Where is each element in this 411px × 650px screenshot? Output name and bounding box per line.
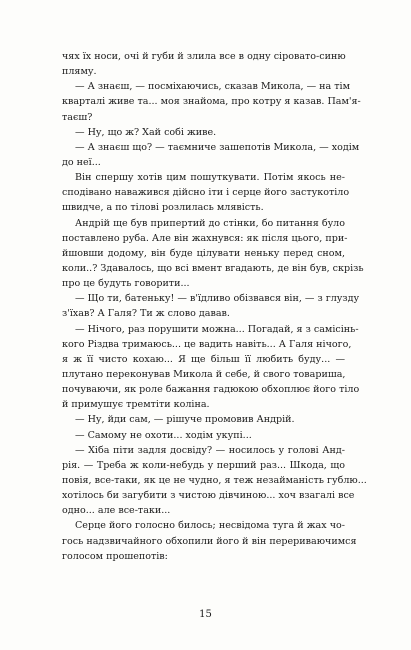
text-line: я ж її чисто кохаю... Я ще більш її любить буду... — [62, 353, 345, 365]
text-line: й примушує тремтіти коліна. [62, 399, 210, 411]
text-line: поставлено руба. Але він жахнувся: як після цього, при- [62, 232, 348, 244]
text-line: таєш? [62, 111, 93, 123]
text-line: — А знаєш що? — таємниче зашепотів Микола, — ходім [75, 141, 360, 153]
text-line: коли..? Здавалось, що всі вмент вгадають, де він був, скрізь [62, 262, 364, 274]
text-line: з'їхав? А Галя? Ти ж слово давав. [62, 308, 230, 320]
page-number: 15 [199, 609, 212, 620]
text-line: Він спершу хотів цим пошуткувати. Потім якось не- [75, 172, 345, 184]
text-line: гось надзвичайного обхопили його й він перериваючимся [62, 535, 357, 547]
text-line: одно... але все-таки... [62, 505, 171, 517]
text-line: пляму. [62, 66, 97, 78]
text-line: — А знаєш, — посміхаючись, сказав Микола, — на тім [75, 81, 351, 93]
text-line: йшовши додому, він буде цілувати неньку перед сном, [62, 247, 345, 259]
text-line: почуваючи, як роле бажання гадюкою обхоплює його тіло [62, 384, 360, 396]
text-line: — Ну, йди сам, — рішуче промовив Андрій. [75, 414, 295, 426]
text-line: кварталі живе та... моя знайома, про котру я казав. Пам'я- [62, 96, 361, 108]
text-line: повія, все-таки, як це не чудно, я теж незайманість гублю... [62, 474, 367, 486]
text-line: рія. — Треба ж коли-небудь у перший раз... Шкода, що [62, 459, 345, 471]
text-line: — Нічого, раз порушити можна... Погадай, я з самісінь- [75, 323, 359, 335]
text-line: про це будуть говорити... [62, 278, 190, 290]
text-line: хотілось би загубити з чистою дівчиною... хоч взагалі все [62, 490, 355, 502]
text-line: — Самому не охоти... ходім укупі... [75, 429, 252, 441]
text-line: — Хіба піти задля досвіду? — носилось у голові Анд- [75, 444, 345, 456]
text-line: — Ну, що ж? Хай собі живе. [75, 126, 217, 138]
text-line: сподівано наважився дійсно іти і серце його застукотіло [62, 187, 350, 199]
text-line: швидче, а по тілові розлилась млявість. [62, 202, 264, 214]
text-line: Серце його голосно билось; несвідома туга й жах чо- [75, 520, 345, 532]
text-line: Андрій ще був припертий до стінки, бо питання було [75, 217, 345, 229]
page-text [62, 49, 367, 564]
text-line: — Що ти, батеньку! — в'їдливо обізвався він, — з глузду [75, 293, 360, 305]
text-line: кого Різдва тримаюсь... це вадить навіть... А Галя нічого, [62, 338, 352, 350]
text-line: чях їх носи, очі й губи й злила все в одну сіровато-синю [62, 51, 346, 62]
text-line: плутано переконував Микола й себе, й свого товариша, [62, 368, 346, 380]
text-line: до неї... [62, 156, 101, 168]
text-line: голосом прошепотів: [62, 550, 168, 562]
